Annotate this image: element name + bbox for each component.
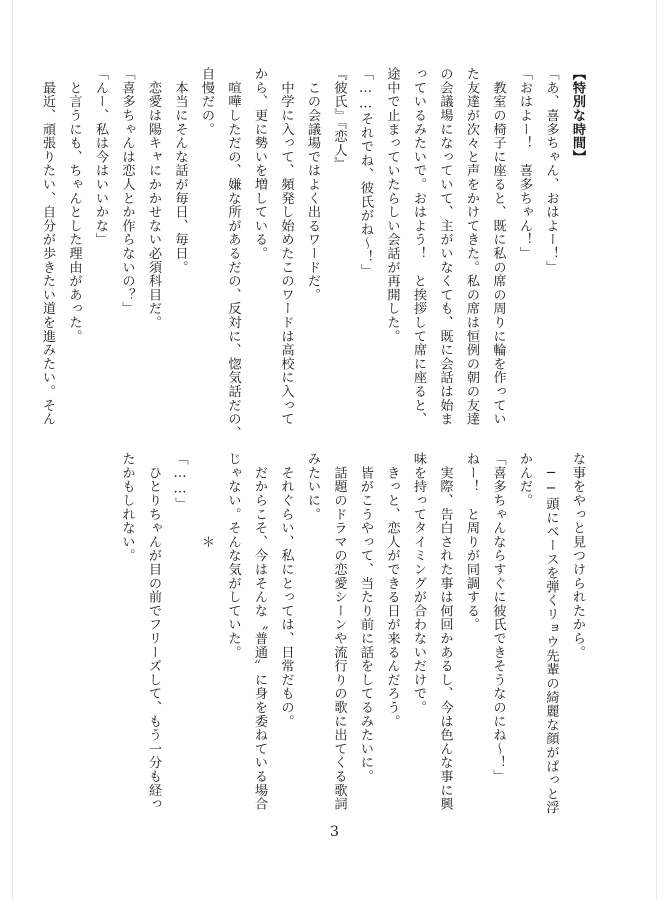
text-line: 「喜多ちゃんならすぐに彼氏できそうなのにね〜！」 (490, 452, 506, 784)
text-line: みたいに。 (305, 452, 320, 521)
text-line: ──頭にベースを弾くリョウ先輩の綺麗な顔がぱっと浮 (543, 452, 559, 815)
text-line: 本当にそんな話が毎日、毎日。 (172, 67, 188, 274)
text-line: 途中で止まっていたらしい会話が再開した。 (384, 67, 400, 343)
text-line: 「あ、喜多ちゃん、おはよー！」 (543, 67, 559, 274)
text-line: たかもしれない。 (119, 452, 135, 563)
text-line: 中学に入って、頻発し始めたこのワードは高校に入って (278, 67, 294, 426)
text-line: から、更に勢いを増している。 (252, 67, 267, 261)
text-line: な事をやっと見つけられたから。 (570, 452, 585, 659)
text-line: じゃない。そんな気がしていた。 (225, 452, 241, 659)
text-line: 自慢だの。 (199, 67, 214, 136)
text-line: 「……」 (172, 452, 188, 511)
upper-text-block (40, 67, 590, 440)
text-line: と言うにも、ちゃんとした理由があった。 (66, 67, 82, 343)
text-line: た友達が次々と声をかけてきた。私の席は恒例の朝の友達 (464, 67, 479, 426)
text-line: 『彼氏』『恋人』 (331, 67, 347, 171)
text-line: だからこそ、今はそんな〝普通〟に身を委ねている場合 (252, 452, 267, 811)
text-line: 味を持ってタイミングが合わないだけで。 (411, 452, 426, 715)
text-line: 教室の椅子に座ると、既に私の席の周りに輪を作ってい (490, 67, 506, 426)
text-line: 話題のドラマの恋愛シーンや流行りの歌に出てくる歌詞 (331, 452, 347, 811)
text-line: この会議場ではよく出るワードだ。 (305, 67, 320, 302)
left-page-edge (12, 0, 13, 900)
section-title: 【特別な時間】 (570, 67, 585, 164)
scene-break: ＊ (199, 452, 214, 549)
text-line: かんだ。 (517, 452, 532, 508)
text-line: 「おはよー！ 喜多ちゃん！」 (517, 67, 532, 261)
text-line: ねー！ と周りが同調する。 (464, 452, 479, 632)
text-line: 恋愛は陽キャにかかせない必須科目だ。 (146, 67, 161, 330)
page-number: 3 (330, 824, 339, 840)
text-line: それぐらい、私にとっては、日常だもの。 (278, 452, 294, 728)
text-line: 喧嘩しただの、嫌な所があるだの、反対に、惚気話だの、 (225, 67, 241, 440)
text-line: 「……それでね、彼氏がね〜！」 (358, 67, 373, 278)
text-line: 「喜多ちゃんは恋人とか作らないの？」 (119, 67, 135, 316)
text-line: の会議場になっていて、主がいなくても、既に会話は始ま (437, 67, 453, 426)
text-line: 実際、告白された事は何回かあるし、今は色んな事に興 (437, 452, 453, 811)
text-line: 皆がこうやって、当たり前に話をしてるみたいに。 (358, 452, 373, 784)
text-line: っているみたいで。おはよう！ と挨拶して席に座ると、 (411, 67, 426, 426)
text-line: 「んー、私は今はいいかな」 (93, 67, 108, 247)
text-line: ひとりちゃんが目の前でフリーズして、もう一分も経っ (146, 452, 161, 811)
text-line: きっと、恋人ができる日が来るんだろう。 (384, 452, 400, 728)
lower-text-block (80, 452, 590, 817)
right-page-edge (656, 0, 657, 900)
text-line: 最近、頑張りたい、自分が歩きたい道を進みたい。そん (40, 67, 55, 426)
